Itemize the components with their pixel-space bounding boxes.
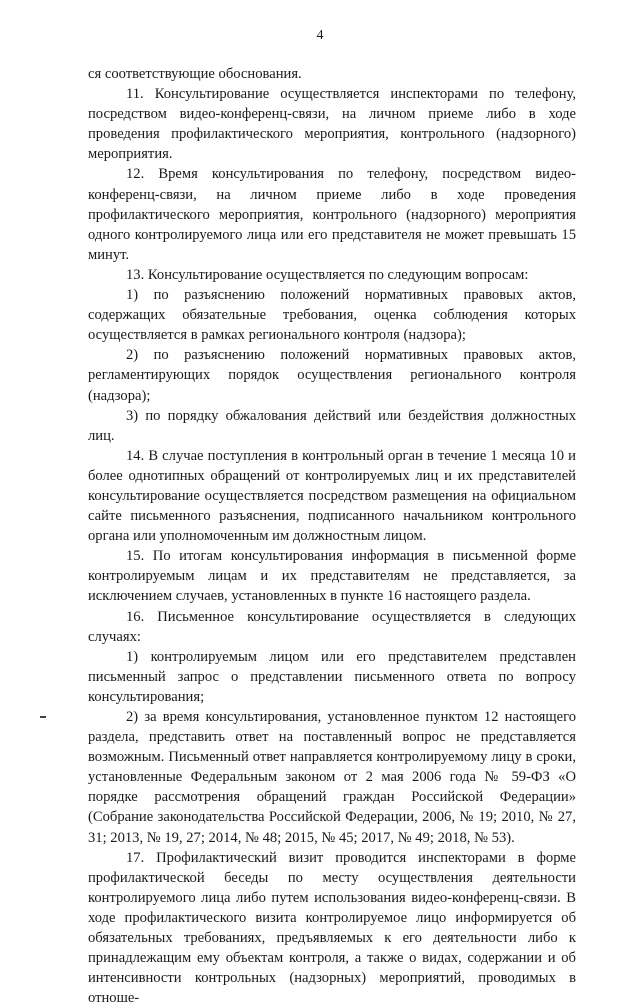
paragraph-17: 17. Профилактический визит проводится инспекторами в форме профилактической беседы по месту осуществления деятельности контролируемого лица либо путем использования видео-конференц-связи. В ходе профилактического визита контролируемое лицо информируется об обязательных требованиях, предъявляемых к его деятельности либо к принадлежащим ему объектам контроля, а также о видах, содержании и об интенсивности контрольных (надзорных) мероприятий, проводимых в отноше- [88, 849, 576, 1007]
paragraph-11: 11. Консультирование осуществляется инспекторами по телефону, посредством видео-конференц-связи, на личном приеме либо в ходе проведения профилактического мероприятия, контрольного (надзорного) мероприятия. [88, 86, 576, 163]
paragraph-12: 12. Время консультирования по телефону, посредством видео-конференц-связи, на личном приеме либо в ходе проведения профилактического мероприятия, контрольного (надзорного) мероприятия одного контролируемого лица или его представителя не может превышать 15 минут. [88, 166, 576, 263]
paragraph-16-item-1: 1) контролируемым лицом или его представителем представлен письменный запрос о представлении письменного ответа по вопросу консультирования; [88, 648, 576, 705]
paragraph-13-item-3: 3) по порядку обжалования действий или бездействия должностных лиц. [88, 407, 576, 444]
paragraph-14: 14. В случае поступления в контрольный орган в течение 1 месяца 10 и более однотипных обращений от контролируемых лиц и их представителей консультирование осуществляется посредством размещения на официальном сайте письменного разъяснения, подписанного начальником контрольного органа или уполномоченным им должностным лицом. [88, 447, 576, 545]
paragraph-13-item-1: 1) по разъяснению положений нормативных правовых актов, содержащих обязательные требования, оценка соблюдения которых осуществляется в рамках регионального контроля (надзора); [88, 287, 576, 344]
document-body [88, 64, 576, 1008]
paragraph-13: 13. Консультирование осуществляется по следующим вопросам: [126, 266, 529, 283]
paragraph-continuation: ся соответствующие обоснования. [88, 66, 302, 82]
paragraph-13-item-2: 2) по разъяснению положений нормативных правовых актов, регламентирующих порядок осуществления регионального контроля (надзора); [88, 347, 576, 404]
margin-mark [40, 716, 46, 718]
paragraph-16-item-2: 2) за время консультирования, установленное пунктом 12 настоящего раздела, представить ответ на поставленный вопрос не представляется возможным. Письменный ответ направляется контролируемому лицу в сроки, установленные Федеральным законом от 2 мая 2006 года № 59-ФЗ «О порядке рассмотрения обращений граждан Российской Федерации» (Собрание законодательства Российской Федерации, 2006, № 19; 2010, № 27, 31; 2013, № 19, 27; 2014, № 48; 2015, № 45; 2017, № 49; 2018, № 53). [88, 709, 576, 846]
paragraph-15: 15. По итогам консультирования информация в письменной форме контролируемым лицам и их представителям не представляется, за исключением случаев, установленных в пункте 16 настоящего раздела. [88, 548, 576, 605]
page-number: 4 [316, 28, 324, 43]
paragraph-16: 16. Письменное консультирование осуществляется в следующих случаях: [88, 608, 576, 645]
